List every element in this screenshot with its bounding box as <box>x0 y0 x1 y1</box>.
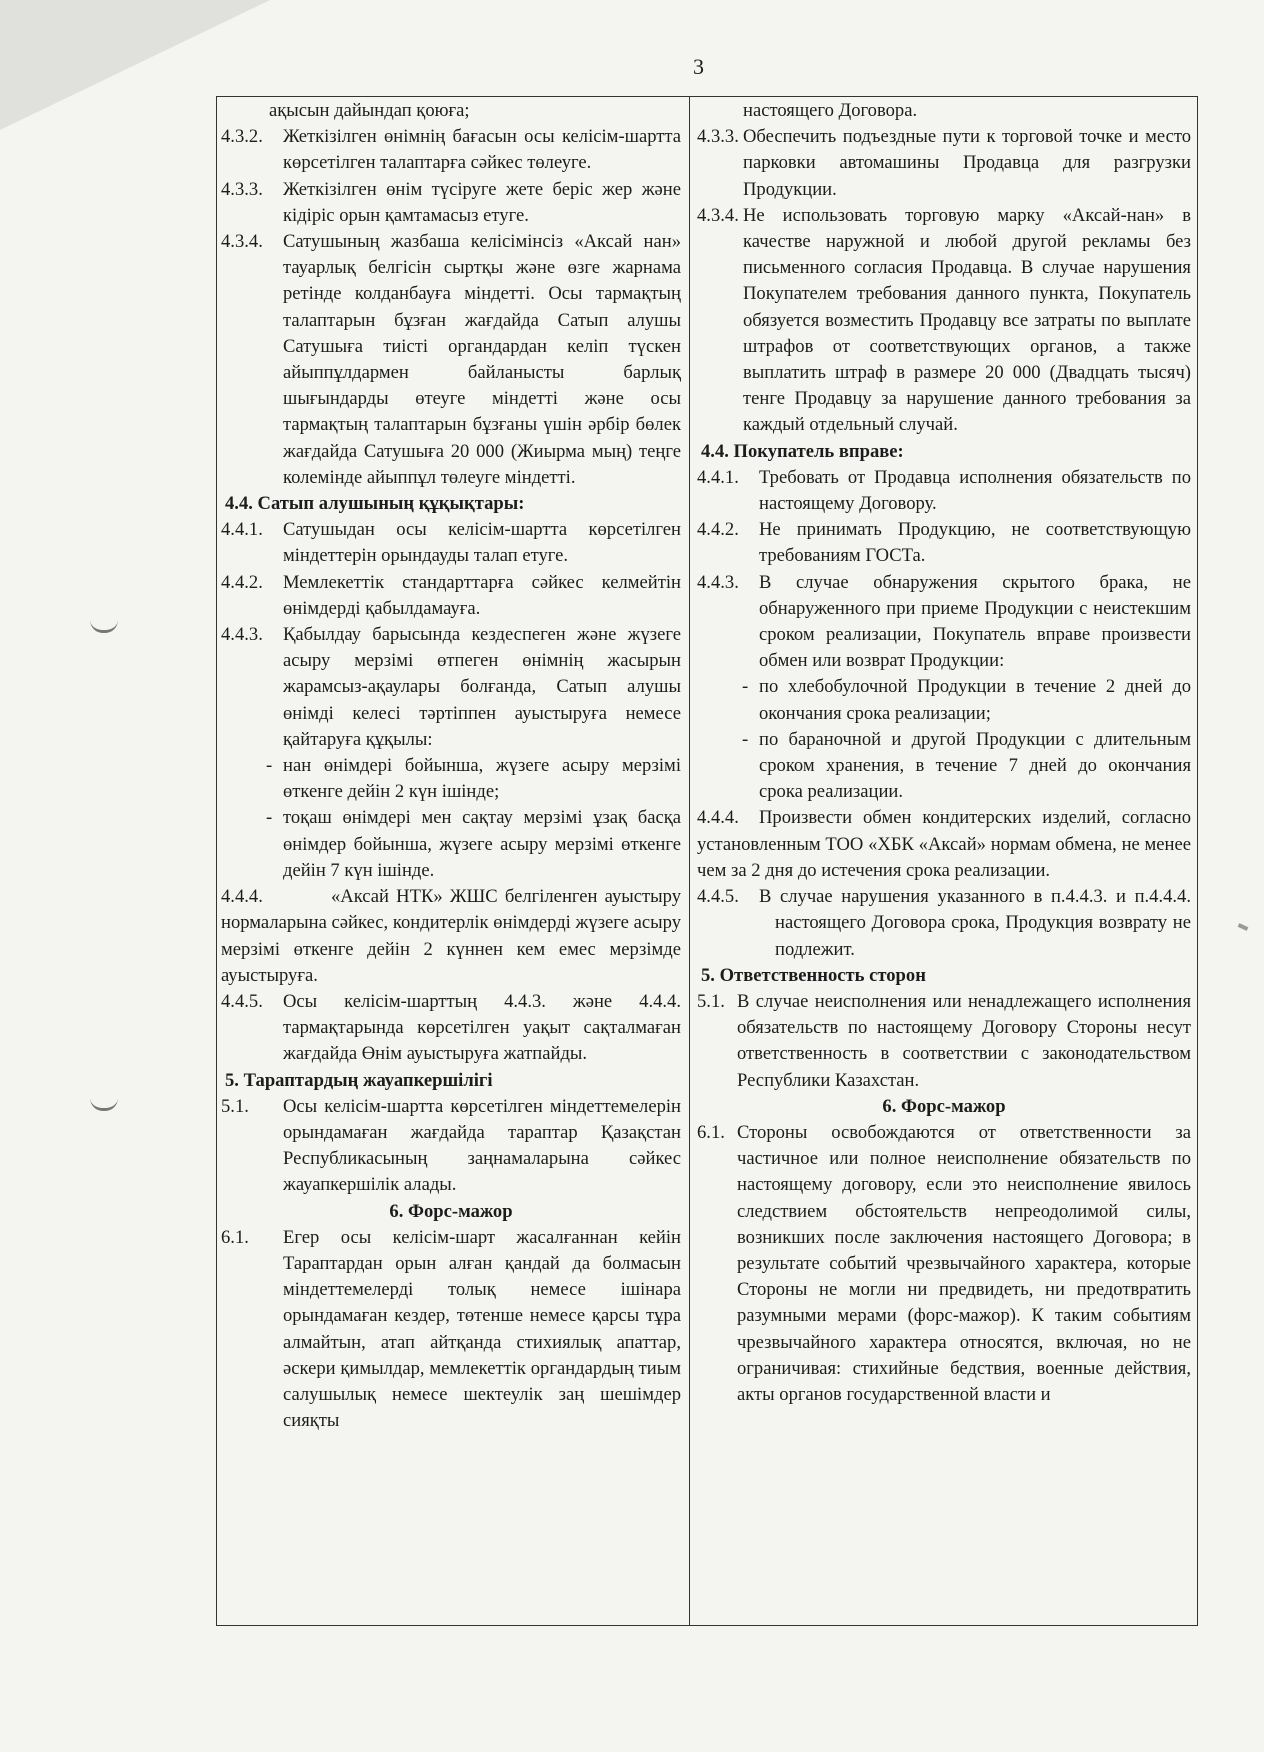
clause-paragraph <box>221 229 681 491</box>
clause-number: 4.3.2. <box>221 126 263 148</box>
clause-number: 4.3.4. <box>221 231 263 253</box>
clause-paragraph <box>221 805 681 884</box>
clause-paragraph <box>221 989 681 1068</box>
clause-text: Не принимать Продукцию, не соответствующую требованиям ГОСТа. <box>759 519 1191 567</box>
clause-text: ақысын дайындап қоюға; <box>269 100 470 121</box>
clause-paragraph <box>697 203 1191 439</box>
clause-number: 4.3.3. <box>697 126 739 148</box>
clause-text: В случае нарушения указанного в п.4.4.3. и п.4.4.4. настоящего Договора срока, Продукция возврату не подлежит. <box>759 886 1191 960</box>
clause-text: Стороны освобождаются от ответственности за частичное или полное неисполнение обязательств по настоящему договору, если это неисполнение явилось следствием обстоятельств непреодолимой силы, возникших после заключения настоящего Договора; в результате событий чрезвычайного характера, которые Стороны не могли ни предвидеть, ни предотвратить разумными мерами (форс-мажор). К таким событиям чрезвычайного характера относятся, включая, но не ограничивая: стихийные бедствия, военные действия, акты органов государственной власти и <box>737 1121 1191 1405</box>
section-heading: 6. Форс-мажор <box>389 1200 513 1222</box>
right-column-russian <box>697 98 1191 1408</box>
clause-paragraph <box>221 177 681 229</box>
clause-paragraph <box>221 753 681 805</box>
clause-paragraph <box>697 727 1191 806</box>
clause-text: нан өнімдері бойынша, жүзеге асыру мерзімі өткенге дейін 2 күн ішінде; <box>283 755 681 803</box>
clause-text: «Аксай НТК» ЖШС белгіленген ауыстыру нормаларына сәйкес, кондитерлік өнімдерді жүзеге асыру мерзімі өткенге дейін 2 күннен кем емес мерзімде ауыстыруға. <box>221 886 681 986</box>
section-heading: 4.4. Сатып алушының құқықтары: <box>225 493 525 515</box>
clause-paragraph <box>221 1094 681 1199</box>
bullet-dash: - <box>742 676 749 698</box>
clause-paragraph <box>697 805 1191 884</box>
clause-number: 4.4.3. <box>697 571 739 593</box>
bullet-dash: - <box>266 807 273 829</box>
clause-number: 4.4.5. <box>221 990 263 1012</box>
clause-number: 4.4.2. <box>221 571 263 593</box>
scan-mark <box>1238 923 1249 931</box>
clause-paragraph <box>697 124 1191 203</box>
clause-paragraph <box>697 517 1191 569</box>
clause-text: Егер осы келісім-шарт жасалғаннан кейін Тараптардан орын алған қандай да болмасын міндеттемелерді толық немесе ішінара орындамаған кездер, төтенше немесе қарсы тұра алмайтын, атап айтқанда стихиялық апаттар, әскери қимылдар, мемлекеттік органдардың тиым салушылық немесе шектеулік заң шешімдер сияқты <box>283 1226 681 1432</box>
clause-text: Обеспечить подъездные пути к торговой точке и место парковки автомашины Продавца для разгрузки Продукции. <box>743 126 1191 200</box>
clause-text: Не использовать торговую марку «Аксай-нан» в качестве наружной и любой другой рекламы без письменного согласия Продавца. В случае нарушения Покупателем требования данного пункта, Покупатель обязуется возместить Продавцу все затраты по выплате штрафов от соответствующих органов, а также выплатить штраф в размере 20 000 (Двадцать тысяч) тенге Продавцу за нарушение данного требования за каждый отдельный случай. <box>743 204 1191 436</box>
clause-paragraph <box>221 622 681 753</box>
clause-text: по хлебобулочной Продукции в течение 2 дней до окончания срока реализации; <box>759 676 1191 724</box>
clause-paragraph <box>697 98 1191 124</box>
section-heading: 5. Тараптардың жауапкершілігі <box>225 1069 493 1091</box>
clause-paragraph <box>221 124 681 176</box>
bullet-dash: - <box>742 728 749 750</box>
section-heading: 6. Форс-мажор <box>882 1095 1006 1117</box>
clause-text: тоқаш өнімдері мен сақтау мерзімі ұзақ басқа өнімдер бойынша, жүзеге асыру мерзімі өткенге дейін 7 күн ішінде. <box>283 807 681 881</box>
clause-paragraph <box>697 465 1191 517</box>
clause-number: 4.4.5. <box>697 886 739 908</box>
clause-text: Сатушының жазбаша келісімінсіз «Аксай нан» тауарлық белгісін сыртқы және өзге жарнама ретінде колданбауға міндетті. Осы тармақтың талаптарын бұзған жағдайда Сатып алушы Сатушыға тиісті органдардан келіп түскен айыппұлдармен байланысты барлық шығындарды өтеуге міндетті және осы тармақтың талаптарын бұзғаны үшін әрбір бөлек жағдайда Сатушыға 20 000 (Жиырма мың) теңге колемінде айыппұл төлеуге міндетті. <box>283 231 681 488</box>
clause-paragraph <box>697 674 1191 726</box>
clause-number: 4.3.4. <box>697 204 739 226</box>
left-column-kazakh <box>221 98 681 1434</box>
clause-text: В случае обнаружения скрытого брака, не обнаруженного при приеме Продукции с неистекшим сроком реализации, Покупатель вправе произвести обмен или возврат Продукции: <box>759 571 1191 672</box>
page-number: 3 <box>693 54 704 79</box>
clause-text: Қабылдау барысында кездеспеген және жүзеге асыру мерзімі өтпеген өнімнің жасырын жарамсыз-ақаулары болғанда, Сатып алушы өнімді келесі тәртіппен ауыстыруға немесе қайтаруға құқылы: <box>283 624 681 750</box>
clause-paragraph <box>221 98 681 124</box>
clause-paragraph <box>221 1225 681 1435</box>
clause-text: В случае неисполнения или ненадлежащего исполнения обязательств по настоящему Договору Стороны несут ответственность в соответствии с законодательством Республики Казахстан. <box>737 990 1191 1091</box>
clause-number: 4.4.4. <box>221 886 263 908</box>
clause-text: Жеткізілген өнімнің бағасын осы келісім-шартта көрсетілген талаптарға сәйкес төлеуге. <box>283 126 681 174</box>
clause-text: Требовать от Продавца исполнения обязательств по настоящему Договору. <box>759 466 1191 515</box>
clause-paragraph <box>697 1120 1191 1408</box>
clause-paragraph <box>697 884 1191 963</box>
clause-paragraph <box>221 884 681 989</box>
clause-paragraph <box>221 517 681 569</box>
punch-hole-mark <box>90 1098 118 1111</box>
section-heading: 5. Ответственность сторон <box>701 964 926 986</box>
clause-text: Мемлекеттік стандарттарға сәйкес келмейтін өнімдерді қабылдамауға. <box>283 571 681 619</box>
clause-number: 6.1. <box>221 1226 249 1248</box>
clause-text: Жеткізілген өнім түсіруге жете беріс жер және кідіріс орын қамтамасыз етуге. <box>283 178 681 226</box>
clause-number: 4.3.3. <box>221 178 263 200</box>
clause-number: 4.4.3. <box>221 624 263 646</box>
clause-number: 5.1. <box>697 990 725 1012</box>
clause-paragraph <box>697 570 1191 675</box>
clause-text: настоящего Договора. <box>743 100 918 121</box>
section-heading: 4.4. Покупатель вправе: <box>701 440 904 462</box>
clause-number: 4.4.1. <box>697 466 739 488</box>
clause-text: Произвести обмен кондитерских изделий, согласно установленным ТОО «ХБК «Аксай» нормам обмена, не менее чем за 2 дня до истечения срока реализации. <box>697 807 1191 881</box>
column-divider <box>689 96 690 1626</box>
clause-paragraph <box>697 989 1191 1094</box>
clause-text: Осы келісім-шартта көрсетілген міндеттемелерін орындамаған жағдайда тараптар Қазақстан Республикасының заңнамаларына сәйкес жауапкершілік алады. <box>283 1095 681 1196</box>
clause-number: 6.1. <box>697 1121 725 1143</box>
clause-number: 5.1. <box>221 1095 249 1117</box>
clause-number: 4.4.1. <box>221 519 263 541</box>
punch-hole-mark <box>90 620 118 633</box>
clause-text: Сатушыдан осы келісім-шартта көрсетілген міндеттерін орындауды талап етуге. <box>283 519 681 567</box>
bullet-dash: - <box>266 755 273 777</box>
clause-number: 4.4.4. <box>697 807 739 829</box>
clause-paragraph <box>221 570 681 622</box>
clause-text: по бараночной и другой Продукции с длительным сроком хранения, в течение 7 дней до окончания срока реализации. <box>759 728 1191 803</box>
clause-text: Осы келісім-шарттың 4.4.3. және 4.4.4. тармақтарында көрсетілген уақыт сақталмаған жағдайда Өнім ауыстыруға жатпайды. <box>283 990 681 1065</box>
clause-number: 4.4.2. <box>697 519 739 541</box>
